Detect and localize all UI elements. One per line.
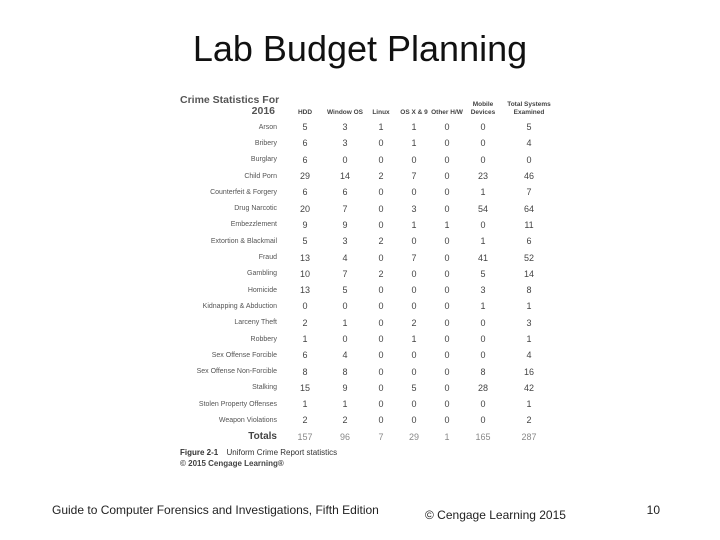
- table-cell: 0: [444, 415, 450, 426]
- table-cell: 6: [302, 154, 308, 165]
- column-header: OS X & 9: [400, 108, 428, 116]
- table-cell: 0: [444, 138, 450, 149]
- table-row: [180, 396, 555, 412]
- table-cell: 165: [475, 431, 491, 442]
- table-cell: 1: [526, 301, 532, 312]
- footer-copyright: © Cengage Learning 2015: [425, 508, 566, 522]
- table-cell: 9: [302, 219, 308, 230]
- table-cell: 0: [378, 138, 384, 149]
- table-cell: 1: [411, 219, 417, 230]
- table-cell: 2: [378, 268, 384, 279]
- table-cell: 7: [342, 203, 348, 214]
- table-cell: 7: [526, 187, 532, 198]
- table-cell: 0: [411, 268, 417, 279]
- table-cell: 0: [411, 301, 417, 312]
- table-cell: 1: [480, 236, 486, 247]
- table-cell: 46: [523, 171, 534, 182]
- table-cell: 7: [342, 268, 348, 279]
- table-cell: 0: [444, 203, 450, 214]
- table-cell: 3: [411, 203, 417, 214]
- table-cell: 1: [526, 399, 532, 410]
- table-cell: 96: [339, 431, 350, 442]
- table-cell: 1: [480, 187, 486, 198]
- table-cell: 0: [480, 350, 486, 361]
- table-cell: 157: [297, 431, 313, 442]
- table-row: [180, 119, 555, 135]
- figure-crime-statistics: [180, 95, 555, 487]
- table-cell: 8: [480, 366, 486, 377]
- table-row: [180, 217, 555, 233]
- table-cell: 0: [411, 366, 417, 377]
- table-cell: 8: [526, 285, 532, 296]
- table-row: [180, 380, 555, 396]
- table-cell: 0: [526, 154, 532, 165]
- table-cell: 1: [444, 431, 450, 442]
- table-cell: 0: [378, 154, 384, 165]
- table-cell: 0: [444, 187, 450, 198]
- table-cell: 0: [378, 382, 384, 393]
- table-cell: 6: [302, 350, 308, 361]
- table-cell: 0: [480, 399, 486, 410]
- row-label: Sex Offense Forcible: [211, 351, 277, 359]
- table-cell: 6: [526, 236, 532, 247]
- row-label: Stalking: [252, 384, 277, 392]
- table-cell: 0: [302, 301, 308, 312]
- table-cell: 1: [411, 138, 417, 149]
- row-label: Burglary: [250, 156, 277, 164]
- table-cell: 0: [444, 268, 450, 279]
- table-cell: 6: [302, 187, 308, 198]
- crime-statistics-table: [180, 95, 555, 445]
- row-label: Totals: [248, 431, 277, 443]
- table-cell: 23: [477, 171, 488, 182]
- table-cell: 0: [444, 301, 450, 312]
- table-cell: 0: [444, 334, 450, 344]
- table-row: [180, 315, 555, 331]
- table-cell: 2: [302, 317, 308, 328]
- row-label: Arson: [258, 123, 277, 131]
- table-cell: 0: [444, 236, 450, 247]
- table-cell: 5: [302, 236, 308, 247]
- table-cell: 5: [302, 122, 308, 133]
- table-cell: 1: [411, 334, 417, 344]
- row-label: Bribery: [254, 139, 277, 147]
- table-row: [180, 363, 555, 379]
- table-cell: 3: [526, 317, 532, 328]
- table-row: [180, 135, 555, 151]
- table-cell: 0: [342, 301, 348, 312]
- table-cell: 11: [524, 219, 534, 230]
- table-cell: 8: [302, 366, 308, 377]
- table-cell: 1: [378, 122, 384, 133]
- table-cell: 3: [480, 285, 486, 296]
- table-cell: 13: [299, 285, 310, 296]
- table-cell: 0: [411, 236, 417, 247]
- table-cell: 0: [444, 350, 450, 361]
- table-cell: 2: [526, 415, 532, 426]
- table-cell: 4: [526, 138, 532, 149]
- row-label: Counterfeit & Forgery: [210, 188, 277, 196]
- table-cell: 1: [480, 301, 486, 312]
- table-cell: 54: [477, 203, 488, 214]
- table-cell: 0: [480, 415, 486, 426]
- table-cell: 0: [444, 285, 450, 296]
- table-cell: 1: [411, 122, 417, 133]
- table-cell: 1: [444, 219, 450, 230]
- table-row: [180, 412, 555, 428]
- table-cell: 0: [444, 399, 450, 410]
- table-cell: 1: [342, 399, 348, 410]
- table-cell: 15: [299, 382, 310, 393]
- row-label: Extortion & Blackmail: [210, 237, 277, 245]
- row-label: Stolen Property Offenses: [198, 400, 277, 408]
- table-row: [180, 152, 555, 168]
- table-row: [180, 168, 555, 184]
- column-header: Linux: [372, 108, 390, 116]
- table-cell: 0: [480, 219, 486, 230]
- table-cell: 14: [523, 268, 534, 279]
- table-cell: 10: [299, 268, 310, 279]
- table-cell: 0: [480, 334, 486, 344]
- table-cell: 5: [480, 268, 486, 279]
- table-row: [180, 233, 555, 249]
- table-cell: 42: [523, 382, 534, 393]
- table-cell: 0: [444, 317, 450, 328]
- table-cell: 6: [342, 187, 348, 198]
- column-header: Window OS: [326, 108, 364, 116]
- table-body: [180, 119, 555, 445]
- table-year: 2016: [251, 105, 275, 117]
- table-cell: 0: [444, 171, 450, 182]
- table-cell: 0: [378, 334, 384, 344]
- table-cell: 0: [378, 187, 384, 198]
- table-cell: 29: [299, 171, 310, 182]
- footer-book-title: Guide to Computer Forensics and Investigations, Fifth Edition: [52, 503, 379, 517]
- figure-label: Figure 2-1: [180, 447, 219, 457]
- row-label: Sex Offense Non-Forcible: [196, 368, 277, 376]
- table-cell: 0: [480, 122, 486, 133]
- table-row: [180, 266, 555, 282]
- table-row: [180, 184, 555, 200]
- table-cell: 0: [480, 154, 486, 165]
- table-cell: 0: [411, 399, 417, 410]
- row-label: Gambling: [247, 270, 277, 278]
- table-cell: 0: [378, 203, 384, 214]
- table-cell: 41: [477, 252, 488, 263]
- table-cell: 13: [299, 252, 310, 263]
- table-row: [180, 249, 555, 265]
- table-cell: 4: [342, 252, 348, 263]
- table-cell: 4: [342, 350, 348, 361]
- table-cell: 1: [302, 334, 308, 344]
- figure-caption-text: Uniform Crime Report statistics: [226, 447, 338, 457]
- table-cell: 287: [521, 431, 537, 442]
- row-label: Fraud: [258, 254, 277, 262]
- table-cell: 7: [411, 171, 417, 182]
- column-header: Mobile Devices: [470, 101, 496, 116]
- row-label: Weapon Violations: [218, 416, 277, 424]
- table-cell: 20: [299, 203, 310, 214]
- table-cell: 2: [378, 171, 384, 182]
- table-cell: 52: [523, 252, 534, 263]
- table-cell: 0: [411, 285, 417, 296]
- figure-copyright: © 2015 Cengage Learning®: [180, 458, 284, 468]
- table-row: [180, 282, 555, 298]
- slide-title: Lab Budget Planning: [192, 28, 528, 69]
- table-totals-row: [180, 429, 555, 445]
- table-cell: 0: [411, 415, 417, 426]
- column-header: HDD: [297, 108, 313, 116]
- table-cell: 6: [302, 138, 308, 149]
- table-cell: 29: [408, 431, 419, 442]
- table-cell: 0: [444, 382, 450, 393]
- page-number: 10: [646, 503, 660, 517]
- table-cell: 2: [342, 415, 348, 426]
- table-cell: 1: [342, 317, 348, 328]
- table-cell: 0: [378, 252, 384, 263]
- table-cell: 9: [342, 382, 348, 393]
- table-cell: 0: [342, 154, 348, 165]
- table-cell: 9: [342, 219, 348, 230]
- table-cell: 64: [523, 203, 534, 214]
- table-cell: 3: [342, 236, 348, 247]
- row-label: Kidnapping & Abduction: [202, 302, 277, 310]
- row-label: Child Porn: [244, 172, 277, 180]
- table-cell: 0: [480, 138, 486, 149]
- table-cell: 2: [302, 415, 308, 426]
- table-cell: 0: [378, 285, 384, 296]
- row-label: Robbery: [250, 335, 277, 343]
- row-label: Larceny Theft: [234, 319, 277, 327]
- column-header: Total Systems Examined: [507, 101, 551, 116]
- table-cell: 0: [378, 301, 384, 312]
- table-cell: 3: [342, 138, 348, 149]
- table-cell: 1: [302, 399, 308, 410]
- table-cell: 0: [444, 252, 450, 263]
- table-cell: 0: [378, 350, 384, 361]
- table-cell: 5: [526, 122, 532, 133]
- column-header: Other H/W: [431, 108, 463, 116]
- table-cell: 7: [411, 252, 417, 263]
- table-row: [180, 331, 555, 347]
- table-header-title: [180, 95, 285, 119]
- table-cell: 2: [378, 236, 384, 247]
- table-cell: 0: [411, 187, 417, 198]
- table-cell: 7: [378, 431, 384, 442]
- table-title: Crime Statistics For: [180, 94, 280, 106]
- row-label: Drug Narcotic: [234, 205, 277, 213]
- table-row: [180, 298, 555, 314]
- table-cell: 0: [378, 415, 384, 426]
- table-cell: 2: [411, 317, 417, 328]
- table-cell: 0: [342, 334, 348, 344]
- table-cell: 14: [339, 171, 350, 182]
- table-cell: 4: [526, 350, 532, 361]
- table-cell: 0: [444, 122, 450, 133]
- table-cell: 0: [378, 366, 384, 377]
- table-cell: 5: [342, 285, 348, 296]
- table-row: [180, 200, 555, 216]
- table-cell: 1: [526, 334, 532, 344]
- table-cell: 0: [378, 317, 384, 328]
- table-cell: 5: [411, 382, 417, 393]
- table-cell: 0: [411, 154, 417, 165]
- figure-caption: [180, 447, 555, 469]
- table-cell: 0: [444, 366, 450, 377]
- row-label: Homicide: [247, 286, 277, 294]
- table-cell: 0: [480, 317, 486, 328]
- table-cell: 3: [342, 122, 348, 133]
- table-header-row: [180, 95, 555, 119]
- table-cell: 8: [342, 366, 348, 377]
- table-cell: 0: [378, 399, 384, 410]
- table-cell: 0: [411, 350, 417, 361]
- table-cell: 0: [444, 154, 450, 165]
- row-label: Embezzlement: [230, 221, 277, 229]
- table-cell: 28: [477, 382, 488, 393]
- table-cell: 0: [378, 219, 384, 230]
- table-cell: 16: [523, 366, 534, 377]
- table-row: [180, 347, 555, 363]
